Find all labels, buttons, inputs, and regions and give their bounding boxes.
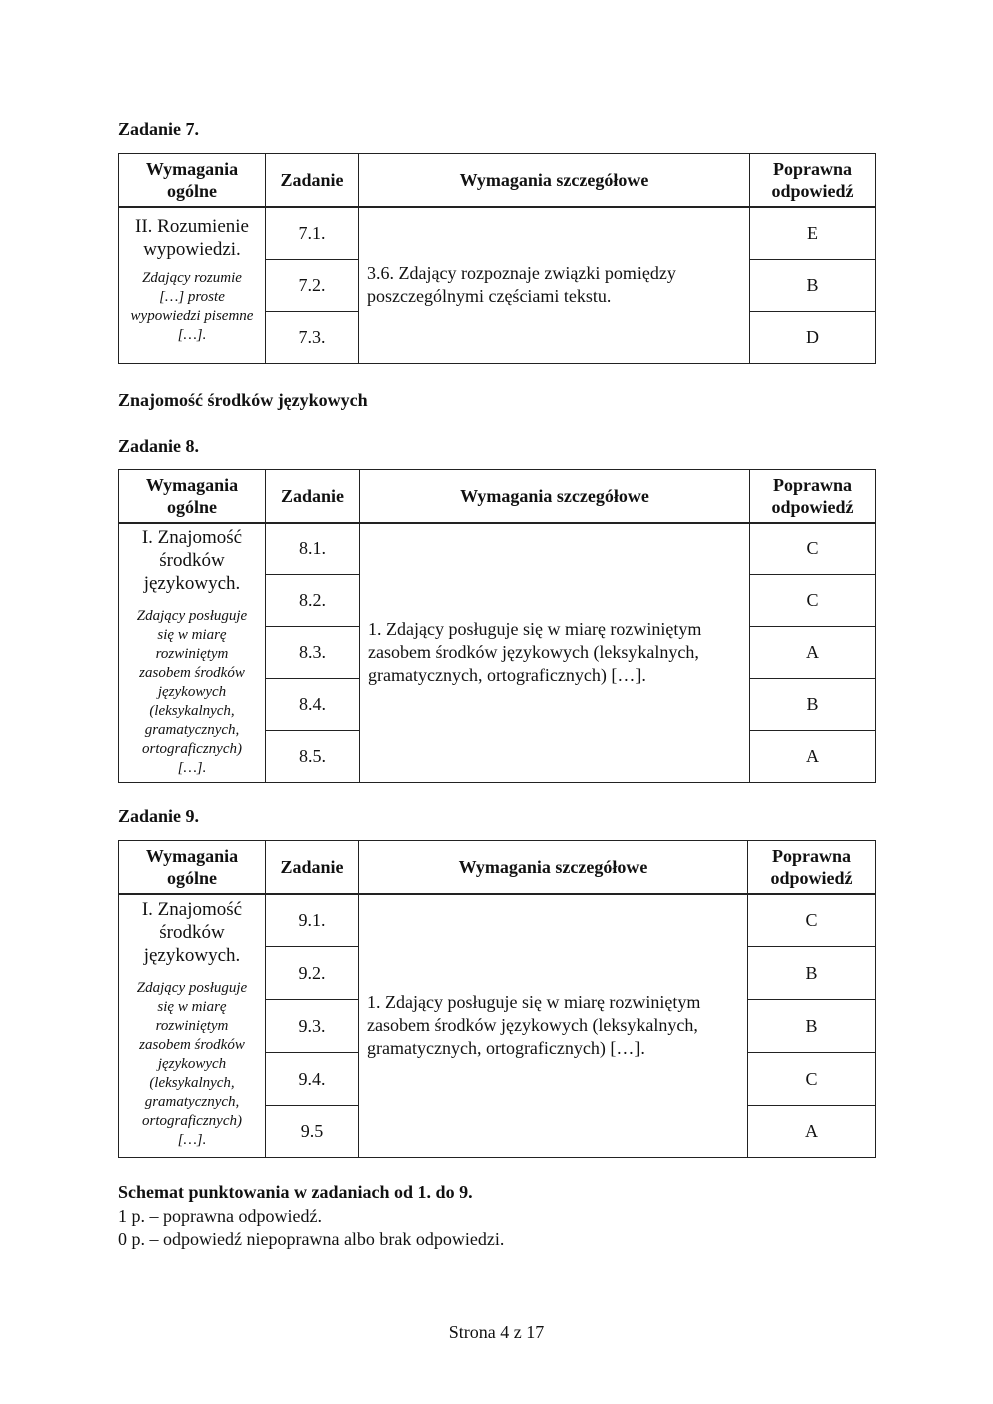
- correct-answer: C: [748, 1053, 876, 1106]
- header-answer: Poprawna odpowiedź: [748, 841, 876, 894]
- correct-answer: B: [748, 1000, 876, 1053]
- task-number: 7.1.: [266, 207, 359, 260]
- task9-heading: Zadanie 9.: [118, 806, 200, 826]
- detailed-requirement: 1. Zdający posługuje się w miarę rozwiniętym zasobem środków językowych (leksykalnych, gramatycznych, ortograficznych) […].: [359, 894, 748, 1158]
- general-requirement-title: II. Rozumienie wypowiedzi.: [135, 215, 249, 260]
- task-number: 8.3.: [266, 627, 360, 679]
- general-requirement-title: I. Znajomość środków językowych.: [141, 898, 243, 966]
- scoring-title: Schemat punktowania w zadaniach od 1. do 9.: [118, 1182, 473, 1202]
- correct-answer: A: [750, 627, 876, 679]
- task-number: 8.5.: [266, 731, 360, 783]
- general-requirement-title: I. Znajomość środków językowych.: [141, 526, 243, 594]
- general-requirements-cell: [119, 523, 266, 783]
- correct-answer: B: [750, 679, 876, 731]
- task7-table: [118, 153, 876, 364]
- detailed-requirement: 1. Zdający posługuje się w miarę rozwiniętym zasobem środków językowych (leksykalnych, gramatycznych, ortograficznych) […].: [360, 523, 750, 783]
- table-row: [119, 894, 876, 947]
- task-number: 8.1.: [266, 523, 360, 575]
- table-row: [119, 207, 876, 260]
- correct-answer: E: [750, 207, 876, 260]
- general-requirement-description: Zdający rozumie […] proste wypowiedzi pisemne […].: [130, 269, 254, 343]
- header-detailed: Wymagania szczegółowe: [359, 154, 750, 207]
- header-task: Zadanie: [266, 154, 359, 207]
- detailed-requirement: 3.6. Zdający rozpoznaje związki pomiędzy poszczególnymi częściami tekstu.: [359, 207, 750, 364]
- task-number: 7.2.: [266, 260, 359, 312]
- header-task: Zadanie: [266, 470, 360, 523]
- table-row: [119, 523, 876, 575]
- header-general: Wymagania ogólne: [119, 470, 266, 523]
- header-detailed: Wymagania szczegółowe: [360, 470, 750, 523]
- task8-heading: Zadanie 8.: [118, 436, 200, 456]
- header-detailed: Wymagania szczegółowe: [359, 841, 748, 894]
- page-number: Strona 4 z 17: [448, 1322, 545, 1342]
- task-number: 9.4.: [266, 1053, 359, 1106]
- task-number: 7.3.: [266, 312, 359, 364]
- correct-answer: D: [750, 312, 876, 364]
- correct-answer: A: [748, 1106, 876, 1158]
- correct-answer: C: [750, 523, 876, 575]
- section-title: Znajomość środków językowych: [118, 390, 368, 410]
- task8-table: [118, 469, 876, 783]
- header-answer: Poprawna odpowiedź: [750, 470, 876, 523]
- task7-heading: Zadanie 7.: [118, 119, 200, 139]
- correct-answer: B: [750, 260, 876, 312]
- general-requirement-description: Zdający posługuje się w miarę rozwiniętym zasobem środków językowych (leksykalnych, gramatycznych, ortograficznych) […].: [136, 979, 248, 1148]
- correct-answer: C: [750, 575, 876, 627]
- task-number: 9.2.: [266, 947, 359, 1000]
- general-requirement-description: Zdający posługuje się w miarę rozwiniętym zasobem środków językowych (leksykalnych, gramatycznych, ortograficznych) […].: [136, 607, 248, 776]
- header-general: Wymagania ogólne: [119, 841, 266, 894]
- scoring-line-2: 0 p. – odpowiedź niepoprawna albo brak odpowiedzi.: [118, 1229, 505, 1249]
- task-number: 9.1.: [266, 894, 359, 947]
- task-number: 8.4.: [266, 679, 360, 731]
- correct-answer: C: [748, 894, 876, 947]
- correct-answer: A: [750, 731, 876, 783]
- task9-table: [118, 840, 876, 1158]
- header-task: Zadanie: [266, 841, 359, 894]
- task-number: 9.5: [266, 1106, 359, 1158]
- header-answer: Poprawna odpowiedź: [750, 154, 876, 207]
- header-general: Wymagania ogólne: [119, 154, 266, 207]
- task-number: 8.2.: [266, 575, 360, 627]
- scoring-line-1: 1 p. – poprawna odpowiedź.: [118, 1206, 322, 1226]
- correct-answer: B: [748, 947, 876, 1000]
- task-number: 9.3.: [266, 1000, 359, 1053]
- general-requirements-cell: [119, 894, 266, 1158]
- general-requirements-cell: [119, 207, 266, 364]
